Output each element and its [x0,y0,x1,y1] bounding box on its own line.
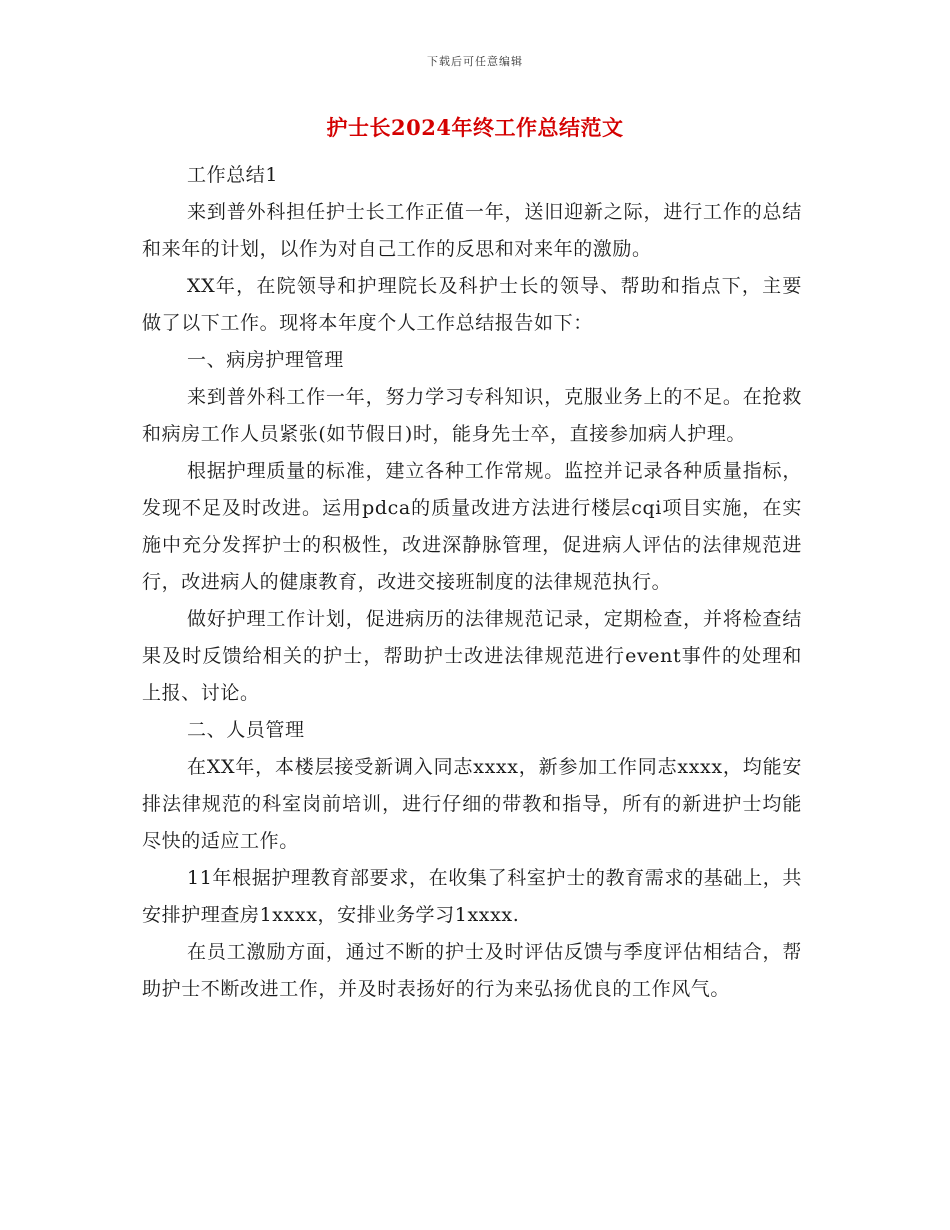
body-paragraph: 做好护理工作计划，促进病历的法律规范记录，定期检查，并将检查结果及时反馈给相关的护士，帮助护士改进法律规范进行event事件的处理和上报、讨论。 [142,608,802,704]
section-heading: 一、病房护理管理 [187,349,344,371]
body-paragraph: 来到普外科工作一年，努力学习专科知识，克服业务上的不足。在抢救和病房工作人员紧张(如节假日)时，能身先士卒，直接参加病人护理。 [142,386,802,445]
document-title: 护士长2024年终工作总结范文 [326,115,624,140]
body-paragraph: 根据护理质量的标准，建立各种工作常规。监控并记录各种质量指标，发现不足及时改进。运用pdca的质量改进方法进行楼层cqi项目实施，在实施中充分发挥护士的积极性，改进深静脉管理，促进病人评估的法律规范进行，改进病人的健康教育，改进交接班制度的法律规范执行。 [142,460,802,593]
section-heading: 工作总结1 [187,164,279,186]
body-paragraph: 在员工激励方面，通过不断的护士及时评估反馈与季度评估相结合，帮助护士不断改进工作，并及时表扬好的行为来弘扬优良的工作风气。 [142,941,802,1000]
body-paragraph: 来到普外科担任护士长工作正值一年，送旧迎新之际，进行工作的总结和来年的计划，以作为对自己工作的反思和对来年的激励。 [142,201,802,260]
section-heading: 二、人员管理 [187,719,305,741]
body-paragraph: 在XX年，本楼层接受新调入同志xxxx，新参加工作同志xxxx，均能安排法律规范的科室岗前培训，进行仔细的带教和指导，所有的新进护士均能尽快的适应工作。 [142,756,802,852]
page-header-note: 下载后可任意编辑 [427,55,523,68]
body-paragraph: XX年，在院领导和护理院长及科护士长的领导、帮助和指点下，主要做了以下工作。现将本年度个人工作总结报告如下： [142,275,802,334]
document-body [142,157,802,1008]
body-paragraph: 11年根据护理教育部要求，在收集了科室护士的教育需求的基础上，共安排护理查房1xxxx，安排业务学习1xxxx. [142,867,802,926]
